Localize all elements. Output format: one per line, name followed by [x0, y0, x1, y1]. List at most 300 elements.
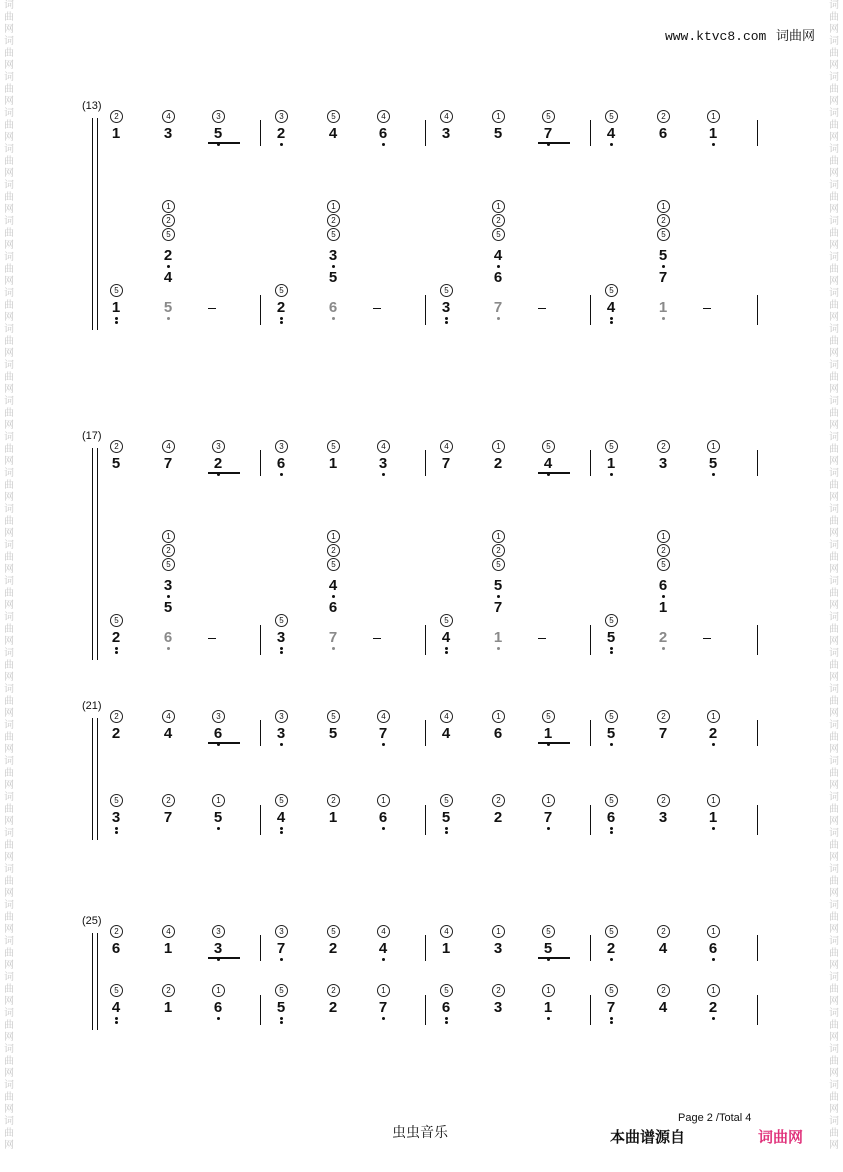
fingering-mark: 5 [657, 228, 670, 241]
watermark-glyph: 网 [4, 816, 14, 827]
watermark-glyph: 曲 [4, 120, 14, 131]
watermark-glyph: 网 [829, 276, 839, 287]
octave-dot [712, 1017, 715, 1020]
watermark-glyph: 曲 [4, 192, 14, 203]
note: 5 [210, 810, 226, 826]
octave-dot [382, 1017, 385, 1020]
octave-dot [115, 831, 118, 834]
note: 5 [273, 1000, 289, 1016]
barline [425, 450, 426, 476]
watermark-glyph: 词 [829, 468, 839, 479]
watermark-glyph: 曲 [829, 912, 839, 923]
watermark-glyph: 词 [829, 360, 839, 371]
note: 3 [658, 455, 668, 472]
note: 1 [108, 300, 124, 316]
watermark-glyph: 曲 [4, 408, 14, 419]
watermark-glyph: 词 [829, 900, 839, 911]
fingering-mark: 1 [707, 710, 720, 723]
note: 3 [160, 578, 176, 594]
barline [757, 935, 758, 961]
note: 2 [273, 126, 289, 142]
note: 7 [493, 599, 503, 616]
note: 5 [328, 269, 338, 286]
watermark-glyph: 词 [4, 72, 14, 83]
fingering-mark: 3 [212, 110, 225, 123]
fingering-mark: 3 [212, 440, 225, 453]
watermark-glyph: 网 [829, 456, 839, 467]
fingering-mark: 2 [327, 214, 340, 227]
octave-dot [610, 473, 613, 476]
watermark-glyph: 网 [829, 780, 839, 791]
watermark-glyph: 曲 [829, 264, 839, 275]
watermark-glyph: 词 [829, 1044, 839, 1055]
watermark-glyph: 词 [829, 864, 839, 875]
barline [590, 935, 591, 961]
fingering-mark: 5 [440, 984, 453, 997]
watermark-glyph: 词 [4, 1044, 14, 1055]
fingering-mark: 5 [162, 228, 175, 241]
octave-dot [382, 958, 385, 961]
watermark-glyph: 词 [4, 720, 14, 731]
fingering-mark: 5 [110, 614, 123, 627]
watermark-glyph: 网 [4, 24, 14, 35]
barline [590, 120, 591, 146]
watermark-glyph: 曲 [829, 228, 839, 239]
note: 6 [705, 941, 721, 957]
note: 6 [375, 810, 391, 826]
watermark-glyph: 曲 [4, 1020, 14, 1031]
barline [97, 933, 98, 1030]
fingering-mark: 3 [275, 925, 288, 938]
barline [260, 295, 261, 325]
barline [260, 995, 261, 1025]
octave-dot [497, 595, 500, 598]
watermark-glyph: 词 [829, 216, 839, 227]
note: 5 [160, 300, 176, 316]
watermark-glyph: 网 [829, 384, 839, 395]
note: 1 [328, 809, 338, 826]
watermark-glyph: 词 [829, 684, 839, 695]
fingering-mark: 5 [110, 984, 123, 997]
watermark-glyph: 曲 [4, 948, 14, 959]
watermark-left [2, 0, 16, 1172]
octave-dot [610, 321, 613, 324]
note: 4 [325, 578, 341, 594]
octave-dot [610, 647, 613, 650]
note: 6 [111, 940, 121, 957]
barline [260, 625, 261, 655]
octave-dot [280, 143, 283, 146]
note: 3 [210, 941, 226, 957]
fingering-mark: 5 [110, 284, 123, 297]
fingering-mark: 1 [542, 794, 555, 807]
rest-dash [373, 308, 381, 309]
watermark-glyph: 网 [4, 528, 14, 539]
note: 3 [441, 125, 451, 142]
octave-dot [662, 595, 665, 598]
watermark-glyph: 词 [829, 504, 839, 515]
rest-dash [538, 638, 546, 639]
note: 3 [108, 810, 124, 826]
note: 4 [603, 300, 619, 316]
note: 7 [540, 810, 556, 826]
fingering-mark: 4 [377, 925, 390, 938]
octave-dot [115, 321, 118, 324]
rest-dash [373, 638, 381, 639]
note: 1 [441, 940, 451, 957]
watermark-glyph: 网 [4, 708, 14, 719]
fingering-mark: 2 [657, 710, 670, 723]
note: 3 [658, 809, 668, 826]
octave-dot [382, 827, 385, 830]
watermark-glyph: 词 [829, 792, 839, 803]
octave-dot [712, 827, 715, 830]
fingering-mark: 4 [162, 710, 175, 723]
note: 7 [603, 1000, 619, 1016]
watermark-glyph: 曲 [4, 84, 14, 95]
fingering-mark: 5 [542, 925, 555, 938]
barline [97, 118, 98, 330]
note: 2 [493, 455, 503, 472]
watermark-glyph: 曲 [829, 336, 839, 347]
watermark-glyph: 词 [4, 828, 14, 839]
note: 2 [328, 999, 338, 1016]
octave-dot [115, 651, 118, 654]
fingering-mark: 5 [327, 925, 340, 938]
rest-dash [703, 638, 711, 639]
watermark-glyph: 曲 [829, 552, 839, 563]
fingering-mark: 5 [275, 984, 288, 997]
watermark-glyph: 词 [829, 612, 839, 623]
note: 5 [163, 599, 173, 616]
watermark-glyph: 曲 [829, 1092, 839, 1103]
fingering-mark: 2 [110, 440, 123, 453]
fingering-mark: 2 [110, 110, 123, 123]
watermark-glyph: 曲 [829, 300, 839, 311]
watermark-glyph: 曲 [829, 48, 839, 59]
rest-dash [538, 308, 546, 309]
fingering-mark: 5 [440, 284, 453, 297]
beam [208, 142, 240, 144]
note: 6 [210, 1000, 226, 1016]
fingering-mark: 2 [492, 544, 505, 557]
watermark-glyph: 网 [4, 132, 14, 143]
octave-dot [712, 473, 715, 476]
octave-dot [382, 143, 385, 146]
barline [590, 450, 591, 476]
fingering-mark: 2 [657, 925, 670, 938]
barline [97, 718, 98, 840]
watermark-glyph: 曲 [4, 1056, 14, 1067]
note: 1 [163, 940, 173, 957]
watermark-glyph: 词 [4, 324, 14, 335]
octave-dot [445, 1017, 448, 1020]
fingering-mark: 4 [162, 110, 175, 123]
watermark-glyph: 曲 [829, 840, 839, 851]
fingering-mark: 1 [707, 925, 720, 938]
barline [92, 933, 93, 1030]
watermark-glyph: 网 [829, 528, 839, 539]
fingering-mark: 5 [605, 614, 618, 627]
watermark-glyph: 词 [4, 144, 14, 155]
note: 4 [108, 1000, 124, 1016]
note: 4 [163, 725, 173, 742]
note: 4 [438, 630, 454, 646]
fingering-mark: 5 [162, 558, 175, 571]
watermark-glyph: 网 [829, 240, 839, 251]
octave-dot [662, 317, 665, 320]
fingering-mark: 1 [327, 530, 340, 543]
barline [590, 805, 591, 835]
note: 1 [705, 126, 721, 142]
watermark-glyph: 网 [829, 420, 839, 431]
note: 2 [705, 1000, 721, 1016]
note: 2 [603, 941, 619, 957]
fingering-mark: 1 [162, 530, 175, 543]
note: 5 [603, 726, 619, 742]
fingering-mark: 2 [657, 214, 670, 227]
barline [757, 625, 758, 655]
barline [92, 448, 93, 660]
octave-dot [280, 831, 283, 834]
note: 2 [328, 940, 338, 957]
octave-dot [167, 265, 170, 268]
watermark-glyph: 曲 [4, 444, 14, 455]
watermark-glyph: 网 [829, 636, 839, 647]
fingering-mark: 5 [605, 110, 618, 123]
note: 1 [603, 456, 619, 472]
watermark-glyph: 网 [4, 564, 14, 575]
fingering-mark: 5 [605, 794, 618, 807]
barline [590, 995, 591, 1025]
barline [757, 720, 758, 746]
watermark-glyph: 曲 [829, 696, 839, 707]
watermark-glyph: 曲 [829, 408, 839, 419]
note: 3 [273, 726, 289, 742]
note: 6 [210, 726, 226, 742]
beam [208, 742, 240, 744]
watermark-glyph: 网 [4, 456, 14, 467]
fingering-mark: 5 [275, 614, 288, 627]
watermark-glyph: 词 [4, 792, 14, 803]
fingering-mark: 4 [377, 710, 390, 723]
note: 3 [438, 300, 454, 316]
watermark-glyph: 曲 [829, 444, 839, 455]
watermark-glyph: 网 [4, 384, 14, 395]
note: 1 [658, 599, 668, 616]
fingering-mark: 1 [212, 984, 225, 997]
barline [92, 118, 93, 330]
watermark-glyph: 网 [4, 420, 14, 431]
watermark-glyph: 曲 [4, 228, 14, 239]
octave-dot [280, 1017, 283, 1020]
watermark-glyph: 词 [4, 0, 14, 11]
header [665, 25, 815, 44]
fingering-mark: 1 [212, 794, 225, 807]
octave-dot [280, 651, 283, 654]
measure-number: (13) [82, 100, 102, 112]
octave-dot [115, 647, 118, 650]
note: 1 [655, 300, 671, 316]
watermark-glyph: 网 [829, 1140, 839, 1151]
watermark-glyph: 网 [829, 564, 839, 575]
watermark-glyph: 词 [4, 684, 14, 695]
note: 3 [493, 999, 503, 1016]
note: 3 [375, 456, 391, 472]
watermark-glyph: 网 [4, 924, 14, 935]
watermark-glyph: 曲 [829, 804, 839, 815]
watermark-glyph: 曲 [829, 948, 839, 959]
watermark-glyph: 网 [829, 888, 839, 899]
watermark-glyph: 曲 [4, 840, 14, 851]
note: 6 [493, 725, 503, 742]
watermark-glyph: 词 [4, 36, 14, 47]
watermark-glyph: 曲 [829, 516, 839, 527]
watermark-glyph: 网 [829, 348, 839, 359]
watermark-glyph: 曲 [829, 12, 839, 23]
watermark-glyph: 网 [829, 312, 839, 323]
beam [208, 472, 240, 474]
fingering-mark: 2 [492, 214, 505, 227]
watermark-glyph: 曲 [4, 48, 14, 59]
watermark-glyph: 词 [4, 1008, 14, 1019]
header-site[interactable]: www.ktvc8.com [664, 29, 767, 44]
watermark-glyph: 词 [4, 972, 14, 983]
barline [757, 995, 758, 1025]
watermark-glyph: 词 [829, 756, 839, 767]
note: 6 [325, 300, 341, 316]
watermark-glyph: 词 [4, 468, 14, 479]
note: 7 [273, 941, 289, 957]
watermark-glyph: 曲 [829, 876, 839, 887]
watermark-glyph: 曲 [829, 732, 839, 743]
watermark-glyph: 曲 [829, 1128, 839, 1139]
watermark-glyph: 网 [829, 816, 839, 827]
watermark-glyph: 词 [829, 36, 839, 47]
watermark-glyph: 网 [4, 996, 14, 1007]
fingering-mark: 5 [605, 440, 618, 453]
octave-dot [280, 473, 283, 476]
note: 7 [658, 269, 668, 286]
octave-dot [115, 1021, 118, 1024]
watermark-glyph: 曲 [4, 876, 14, 887]
fingering-mark: 5 [605, 710, 618, 723]
fingering-mark: 2 [162, 544, 175, 557]
barline [425, 995, 426, 1025]
watermark-glyph: 网 [829, 96, 839, 107]
barline [757, 120, 758, 146]
note: 6 [160, 630, 176, 646]
note: 5 [705, 456, 721, 472]
octave-dot [217, 1017, 220, 1020]
watermark-glyph: 词 [829, 720, 839, 731]
footer-brand-link[interactable]: 词曲网 [758, 1129, 804, 1146]
fingering-mark: 2 [162, 984, 175, 997]
note: 1 [705, 810, 721, 826]
barline [260, 805, 261, 835]
barline [425, 120, 426, 146]
watermark-glyph: 曲 [829, 624, 839, 635]
watermark-glyph: 曲 [4, 912, 14, 923]
beam [538, 472, 570, 474]
watermark-glyph: 曲 [4, 300, 14, 311]
watermark-glyph: 词 [4, 252, 14, 263]
octave-dot [280, 1021, 283, 1024]
note: 1 [163, 999, 173, 1016]
octave-dot [712, 143, 715, 146]
barline [92, 718, 93, 840]
fingering-mark: 1 [707, 984, 720, 997]
watermark-glyph: 词 [829, 144, 839, 155]
watermark-glyph: 网 [4, 636, 14, 647]
fingering-mark: 4 [440, 925, 453, 938]
watermark-glyph: 词 [829, 324, 839, 335]
beam [538, 142, 570, 144]
watermark-glyph: 词 [4, 1080, 14, 1091]
octave-dot [610, 743, 613, 746]
fingering-mark: 1 [707, 794, 720, 807]
barline [757, 805, 758, 835]
fingering-mark: 5 [542, 110, 555, 123]
watermark-glyph: 曲 [829, 120, 839, 131]
fingering-mark: 5 [327, 110, 340, 123]
octave-dot [497, 265, 500, 268]
watermark-glyph: 曲 [829, 480, 839, 491]
fingering-mark: 1 [492, 925, 505, 938]
measure-number: (21) [82, 700, 102, 712]
watermark-glyph: 词 [4, 360, 14, 371]
fingering-mark: 2 [162, 794, 175, 807]
octave-dot [332, 317, 335, 320]
watermark-glyph: 曲 [4, 264, 14, 275]
header-brand: 词曲网 [775, 28, 815, 43]
barline [590, 720, 591, 746]
octave-dot [280, 317, 283, 320]
note: 2 [655, 630, 671, 646]
note: 2 [273, 300, 289, 316]
octave-dot [280, 321, 283, 324]
fingering-mark: 1 [492, 440, 505, 453]
octave-dot [662, 647, 665, 650]
fingering-mark: 5 [605, 984, 618, 997]
beam [208, 957, 240, 959]
fingering-mark: 5 [440, 794, 453, 807]
watermark-glyph: 网 [4, 60, 14, 71]
watermark-glyph: 网 [829, 744, 839, 755]
octave-dot [167, 595, 170, 598]
fingering-mark: 5 [492, 558, 505, 571]
note: 5 [490, 578, 506, 594]
octave-dot [167, 317, 170, 320]
octave-dot [332, 265, 335, 268]
watermark-glyph: 词 [829, 828, 839, 839]
fingering-mark: 5 [110, 794, 123, 807]
fingering-mark: 2 [657, 794, 670, 807]
rest-dash [208, 638, 216, 639]
barline [425, 720, 426, 746]
octave-dot [280, 827, 283, 830]
note: 2 [210, 456, 226, 472]
note: 5 [540, 941, 556, 957]
note: 1 [328, 455, 338, 472]
fingering-mark: 2 [327, 984, 340, 997]
note: 2 [111, 725, 121, 742]
note: 4 [658, 940, 668, 957]
watermark-glyph: 词 [829, 648, 839, 659]
fingering-mark: 4 [377, 110, 390, 123]
watermark-glyph: 网 [829, 924, 839, 935]
watermark-glyph: 网 [4, 312, 14, 323]
